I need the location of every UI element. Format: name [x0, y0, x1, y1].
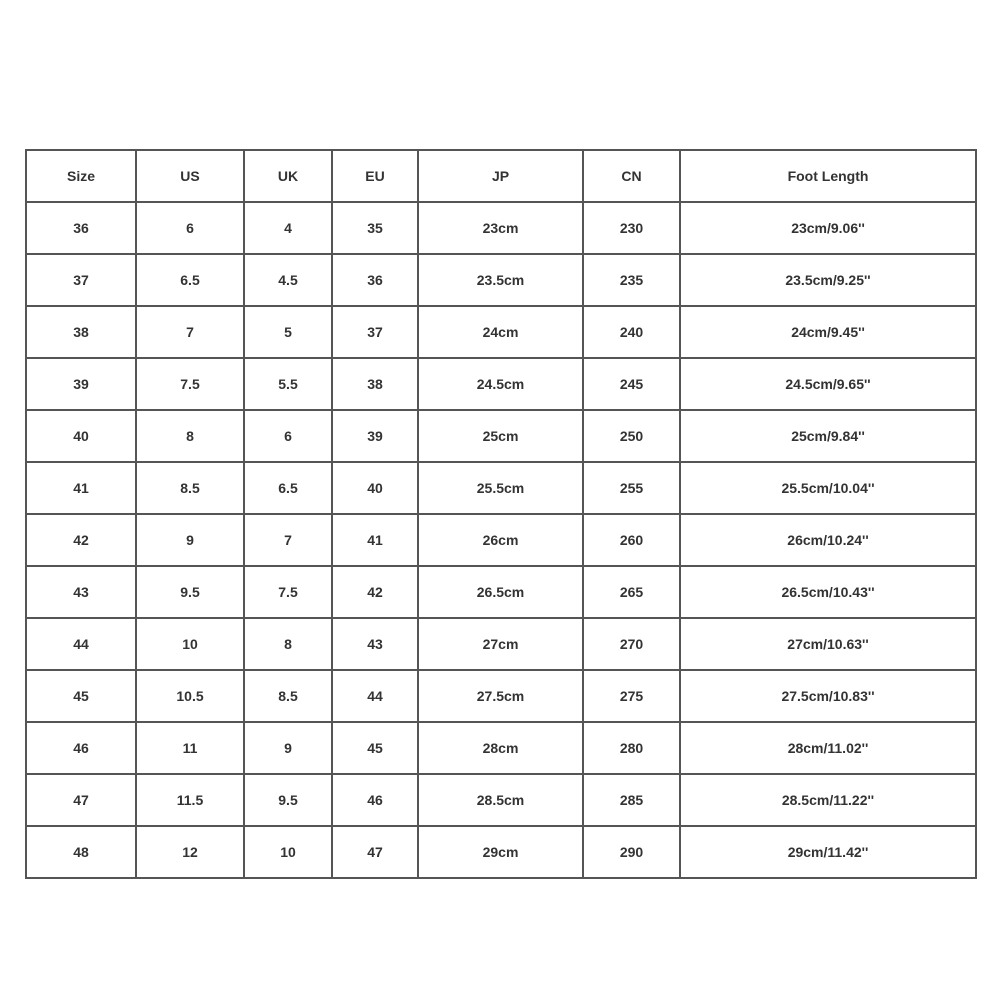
cell-jp: 24cm: [418, 306, 583, 358]
cell-eu: 42: [332, 566, 418, 618]
cell-uk: 9.5: [244, 774, 332, 826]
cell-jp: 26.5cm: [418, 566, 583, 618]
cell-eu: 38: [332, 358, 418, 410]
cell-eu: 39: [332, 410, 418, 462]
cell-foot-length: 27cm/10.63'': [680, 618, 976, 670]
table-row: [26, 670, 976, 722]
header-uk: UK: [244, 150, 332, 202]
table-row: [26, 306, 976, 358]
size-chart-table: [25, 149, 977, 879]
cell-us: 11.5: [136, 774, 244, 826]
cell-us: 9.5: [136, 566, 244, 618]
header-jp: JP: [418, 150, 583, 202]
header-row: [26, 150, 976, 202]
cell-uk: 6.5: [244, 462, 332, 514]
cell-size: 46: [26, 722, 136, 774]
cell-uk: 8: [244, 618, 332, 670]
cell-eu: 47: [332, 826, 418, 878]
cell-jp: 24.5cm: [418, 358, 583, 410]
table-row: [26, 254, 976, 306]
cell-cn: 280: [583, 722, 680, 774]
cell-eu: 41: [332, 514, 418, 566]
cell-us: 6: [136, 202, 244, 254]
cell-size: 37: [26, 254, 136, 306]
table-row: [26, 462, 976, 514]
cell-us: 8.5: [136, 462, 244, 514]
cell-size: 39: [26, 358, 136, 410]
table-row: [26, 358, 976, 410]
cell-size: 41: [26, 462, 136, 514]
cell-cn: 265: [583, 566, 680, 618]
cell-us: 6.5: [136, 254, 244, 306]
cell-foot-length: 24cm/9.45'': [680, 306, 976, 358]
cell-eu: 46: [332, 774, 418, 826]
cell-size: 43: [26, 566, 136, 618]
cell-uk: 4.5: [244, 254, 332, 306]
header-us: US: [136, 150, 244, 202]
cell-uk: 6: [244, 410, 332, 462]
cell-cn: 245: [583, 358, 680, 410]
cell-foot-length: 26.5cm/10.43'': [680, 566, 976, 618]
cell-cn: 270: [583, 618, 680, 670]
cell-size: 44: [26, 618, 136, 670]
cell-jp: 28.5cm: [418, 774, 583, 826]
cell-size: 45: [26, 670, 136, 722]
cell-uk: 8.5: [244, 670, 332, 722]
cell-cn: 235: [583, 254, 680, 306]
cell-eu: 40: [332, 462, 418, 514]
cell-foot-length: 26cm/10.24'': [680, 514, 976, 566]
cell-jp: 25cm: [418, 410, 583, 462]
cell-foot-length: 23.5cm/9.25'': [680, 254, 976, 306]
cell-eu: 35: [332, 202, 418, 254]
cell-us: 9: [136, 514, 244, 566]
cell-size: 38: [26, 306, 136, 358]
cell-foot-length: 23cm/9.06'': [680, 202, 976, 254]
cell-foot-length: 27.5cm/10.83'': [680, 670, 976, 722]
table-row: [26, 514, 976, 566]
table-row: [26, 410, 976, 462]
cell-uk: 10: [244, 826, 332, 878]
cell-uk: 7: [244, 514, 332, 566]
cell-foot-length: 24.5cm/9.65'': [680, 358, 976, 410]
size-chart-header: [26, 150, 976, 202]
cell-eu: 43: [332, 618, 418, 670]
cell-uk: 5.5: [244, 358, 332, 410]
cell-cn: 260: [583, 514, 680, 566]
cell-eu: 44: [332, 670, 418, 722]
cell-size: 40: [26, 410, 136, 462]
cell-jp: 23cm: [418, 202, 583, 254]
cell-jp: 29cm: [418, 826, 583, 878]
cell-eu: 45: [332, 722, 418, 774]
cell-foot-length: 25.5cm/10.04'': [680, 462, 976, 514]
table-row: [26, 722, 976, 774]
header-size: Size: [26, 150, 136, 202]
cell-jp: 27.5cm: [418, 670, 583, 722]
table-row: [26, 826, 976, 878]
cell-foot-length: 28.5cm/11.22'': [680, 774, 976, 826]
cell-us: 10.5: [136, 670, 244, 722]
cell-us: 12: [136, 826, 244, 878]
table-row: [26, 202, 976, 254]
cell-uk: 7.5: [244, 566, 332, 618]
cell-cn: 255: [583, 462, 680, 514]
cell-jp: 27cm: [418, 618, 583, 670]
cell-eu: 36: [332, 254, 418, 306]
cell-jp: 28cm: [418, 722, 583, 774]
header-cn: CN: [583, 150, 680, 202]
cell-jp: 25.5cm: [418, 462, 583, 514]
cell-foot-length: 28cm/11.02'': [680, 722, 976, 774]
header-foot-length: Foot Length: [680, 150, 976, 202]
cell-us: 7: [136, 306, 244, 358]
table-row: [26, 774, 976, 826]
cell-jp: 23.5cm: [418, 254, 583, 306]
cell-uk: 5: [244, 306, 332, 358]
cell-us: 11: [136, 722, 244, 774]
cell-cn: 240: [583, 306, 680, 358]
cell-cn: 250: [583, 410, 680, 462]
cell-uk: 4: [244, 202, 332, 254]
cell-cn: 285: [583, 774, 680, 826]
cell-size: 48: [26, 826, 136, 878]
cell-size: 42: [26, 514, 136, 566]
cell-jp: 26cm: [418, 514, 583, 566]
cell-cn: 290: [583, 826, 680, 878]
cell-cn: 275: [583, 670, 680, 722]
cell-us: 10: [136, 618, 244, 670]
cell-uk: 9: [244, 722, 332, 774]
cell-us: 8: [136, 410, 244, 462]
cell-size: 47: [26, 774, 136, 826]
header-eu: EU: [332, 150, 418, 202]
size-chart-body: [26, 202, 976, 878]
table-row: [26, 566, 976, 618]
cell-eu: 37: [332, 306, 418, 358]
table-row: [26, 618, 976, 670]
cell-cn: 230: [583, 202, 680, 254]
cell-foot-length: 25cm/9.84'': [680, 410, 976, 462]
cell-foot-length: 29cm/11.42'': [680, 826, 976, 878]
cell-size: 36: [26, 202, 136, 254]
cell-us: 7.5: [136, 358, 244, 410]
